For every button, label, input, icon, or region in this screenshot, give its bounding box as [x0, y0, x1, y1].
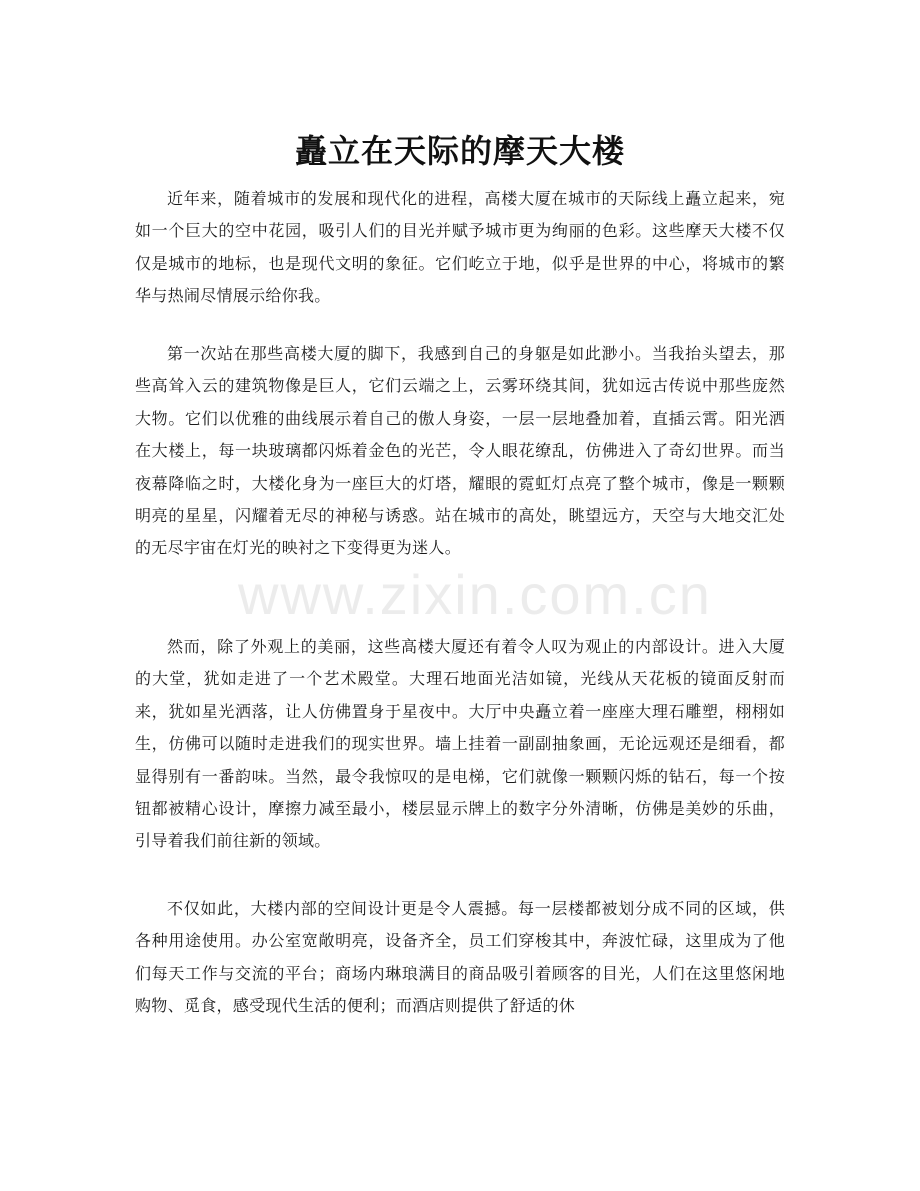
- watermark: www.zixin.com.cn: [238, 563, 712, 626]
- document-title: 矗立在天际的摩天大楼: [294, 132, 625, 171]
- paragraph-3: 然而，除了外观上的美丽，这些高楼大厦还有着令人叹为观止的内部设计。进入大厦的大堂，犹如走进了一个艺术殿堂。大理石地面光洁如镜，光线从天花板的镜面反射而来，犹如星光洒落，让人仿佛置身于星夜中。大厅中央矗立着一座座大理石雕塑，栩栩如生，仿佛可以随时走进我们的现实世界。墙上挂着一副副抽象画，无论远观还是细看，都显得别有一番韵味。当然，最令我惊叹的是电梯，它们就像一颗颗闪烁的钻石，每一个按钮都被精心设计，摩擦力减至最小，楼层显示牌上的数字分外清晰，仿佛是美妙的乐曲，引导着我们前往新的领域。: [135, 637, 785, 851]
- paragraph-4: 不仅如此，大楼内部的空间设计更是令人震撼。每一层楼都被划分成不同的区域，供各种用途使用。办公室宽敞明亮，设备齐全，员工们穿梭其中，奔波忙碌，这里成为了他们每天工作与交流的平台；商场内琳琅满目的商品吸引着顾客的目光，人们在这里悠闲地购物、觅食，感受现代生活的便利；而酒店则提供了舒适的休: [135, 899, 785, 1016]
- paragraph-1: 近年来，随着城市的发展和现代化的进程，高楼大厦在城市的天际线上矗立起来，宛如一个巨大的空中花园，吸引人们的目光并赋予城市更为绚丽的色彩。这些摩天大楼不仅仅是城市的地标，也是现代文明的象征。它们屹立于地，似乎是世界的中心，将城市的繁华与热闹尽情展示给你我。: [135, 189, 785, 306]
- paragraph-2: 第一次站在那些高楼大厦的脚下，我感到自己的身躯是如此渺小。当我抬头望去，那些高耸入云的建筑物像是巨人，它们云端之上，云雾环绕其间，犹如远古传说中那些庞然大物。它们以优雅的曲线展示着自己的傲人身姿，一层一层地叠加着，直插云霄。阳光洒在大楼上，每一块玻璃都闪烁着金色的光芒，令人眼花缭乱，仿佛进入了奇幻世界。而当夜幕降临之时，大楼化身为一座巨大的灯塔，耀眼的霓虹灯点亮了整个城市，像是一颗颗明亮的星星，闪耀着无尽的神秘与诱惑。站在城市的高处，眺望远方，天空与大地交汇处的无尽宇宙在灯光的映衬之下变得更为迷人。: [135, 344, 785, 558]
